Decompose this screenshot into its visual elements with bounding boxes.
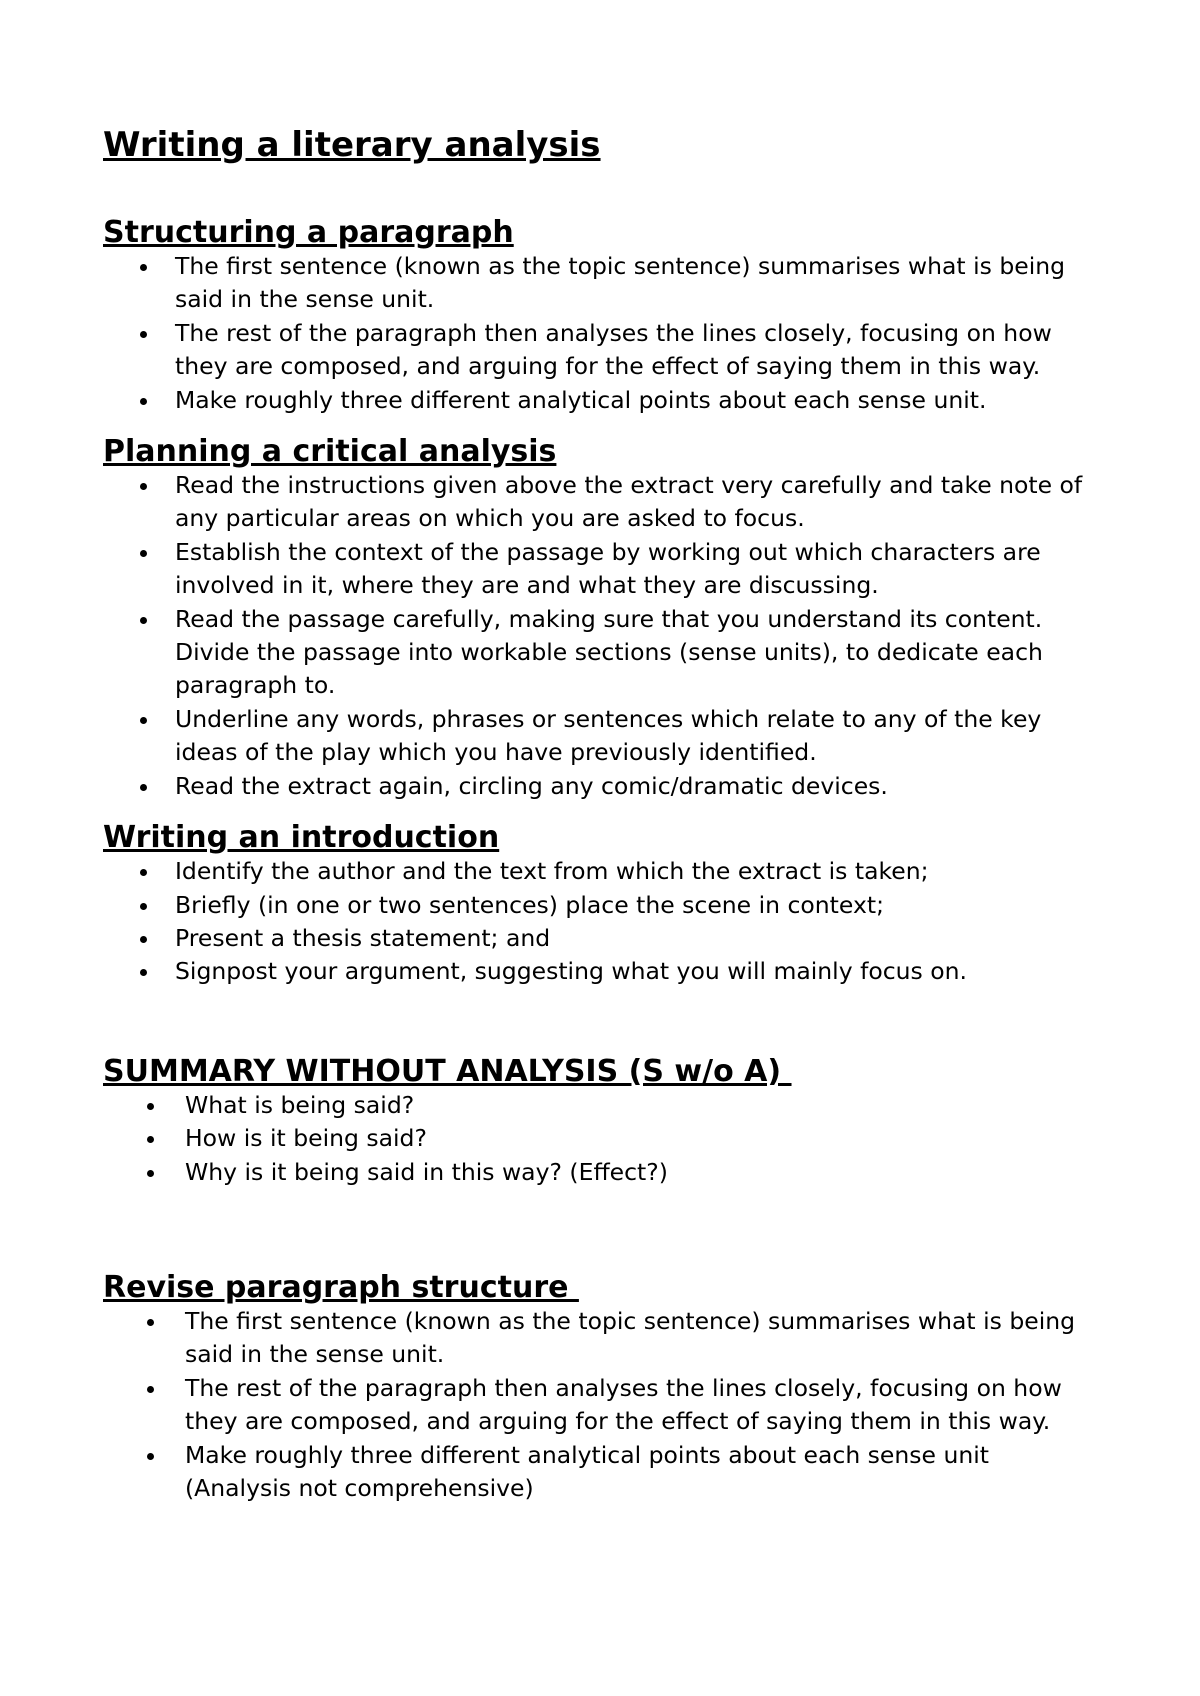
bullet-icon [140,264,147,271]
section-revise-paragraph-structure [103,1271,1100,1505]
section-heading: Writing an introduction [103,820,500,856]
section-heading: Structuring a paragraph [103,215,514,250]
list-item-text: Briefly (in one or two sentences) place the scene in context; [175,890,884,919]
list-item [103,955,1100,988]
section-structuring-paragraph [103,216,1100,417]
section-heading: SUMMARY WITHOUT ANALYSIS (S w/o A) [103,1053,792,1089]
bullet-icon [147,1386,154,1393]
bullet-icon [147,1453,154,1460]
list-item-text: Why is it being said in this way? (Effect?) [185,1157,668,1186]
list-item [103,770,1100,803]
list-item-text: The rest of the paragraph then analyses the lines closely, focusing on how they are composed, and arguing for the effect of saying them in this way. [175,318,1052,381]
list-item [103,1089,1100,1122]
list-item-text: Read the instructions given above the extract very carefully and take note of any particular areas on which you are asked to focus. [175,471,1083,533]
bullet-icon [140,398,147,405]
list-item [103,384,1100,417]
list-item [103,1372,1100,1439]
list-item [103,889,1100,922]
list-item [103,250,1100,317]
section-summary-without-analysis [103,1055,1100,1189]
list-item-text: The rest of the paragraph then analyses the lines closely, focusing on how they are composed, and arguing for the effect of saying them in this way. [185,1373,1062,1436]
bullet-list [103,469,1100,803]
list-item [103,1156,1100,1189]
bullet-icon [140,869,147,876]
bullet-icon [147,1170,154,1177]
list-item [103,1439,1100,1506]
section-planning-analysis [103,435,1100,803]
list-item-text: Signpost your argument, suggesting what you will mainly focus on. [175,957,968,986]
bullet-icon [147,1103,154,1110]
list-item-text: What is being said? [185,1090,415,1119]
list-item [103,603,1100,703]
bullet-list [103,1089,1100,1189]
section-writing-introduction [103,821,1100,989]
bullet-icon [147,1319,154,1326]
list-item [103,703,1100,770]
list-item [103,536,1100,603]
bullet-icon [140,969,147,976]
bullet-list [103,855,1100,989]
list-item [103,469,1100,536]
list-item-text: Make roughly three different analytical points about each sense unit. [175,385,987,414]
bullet-icon [147,1136,154,1143]
section-heading: Planning a critical analysis [103,434,557,470]
list-item-text: Read the passage carefully, making sure that you understand its content. Divide the passage into workable sections (sense units), to dedicate each paragraph to. [175,604,1043,700]
list-item [103,855,1100,888]
bullet-list [103,250,1100,417]
list-item [103,317,1100,384]
bullet-icon [140,784,147,791]
list-item-text: Read the extract again, circling any comic/dramatic devices. [175,771,888,800]
bullet-icon [140,550,147,557]
list-item-text: Present a thesis statement; and [175,923,551,952]
list-item-text: Underline any words, phrases or sentences which relate to any of the key ideas of the play which you have previously identified. [175,704,1042,767]
list-item-text: Identify the author and the text from which the extract is taken; [175,857,929,886]
list-item [103,922,1100,955]
list-item-text: The first sentence (known as the topic sentence) summarises what is being said in the sense unit. [185,1306,1076,1369]
list-item-text: How is it being said? [185,1124,427,1153]
list-item-text: The first sentence (known as the topic sentence) summarises what is being said in the sense unit. [175,252,1066,314]
list-item-text: Establish the context of the passage by working out which characters are involved in it, where they are and what they are discussing. [175,537,1041,600]
section-heading: Revise paragraph structure [103,1269,579,1305]
list-item-text: Make roughly three different analytical points about each sense unit (Analysis not comprehensive) [185,1440,989,1502]
bullet-icon [140,483,147,490]
bullet-icon [140,617,147,624]
list-item [103,1122,1100,1155]
document-title: Writing a literary analysis [103,125,601,165]
bullet-list [103,1305,1100,1505]
bullet-icon [140,331,147,338]
bullet-icon [140,717,147,724]
bullet-icon [140,903,147,910]
list-item [103,1305,1100,1372]
bullet-icon [140,936,147,943]
